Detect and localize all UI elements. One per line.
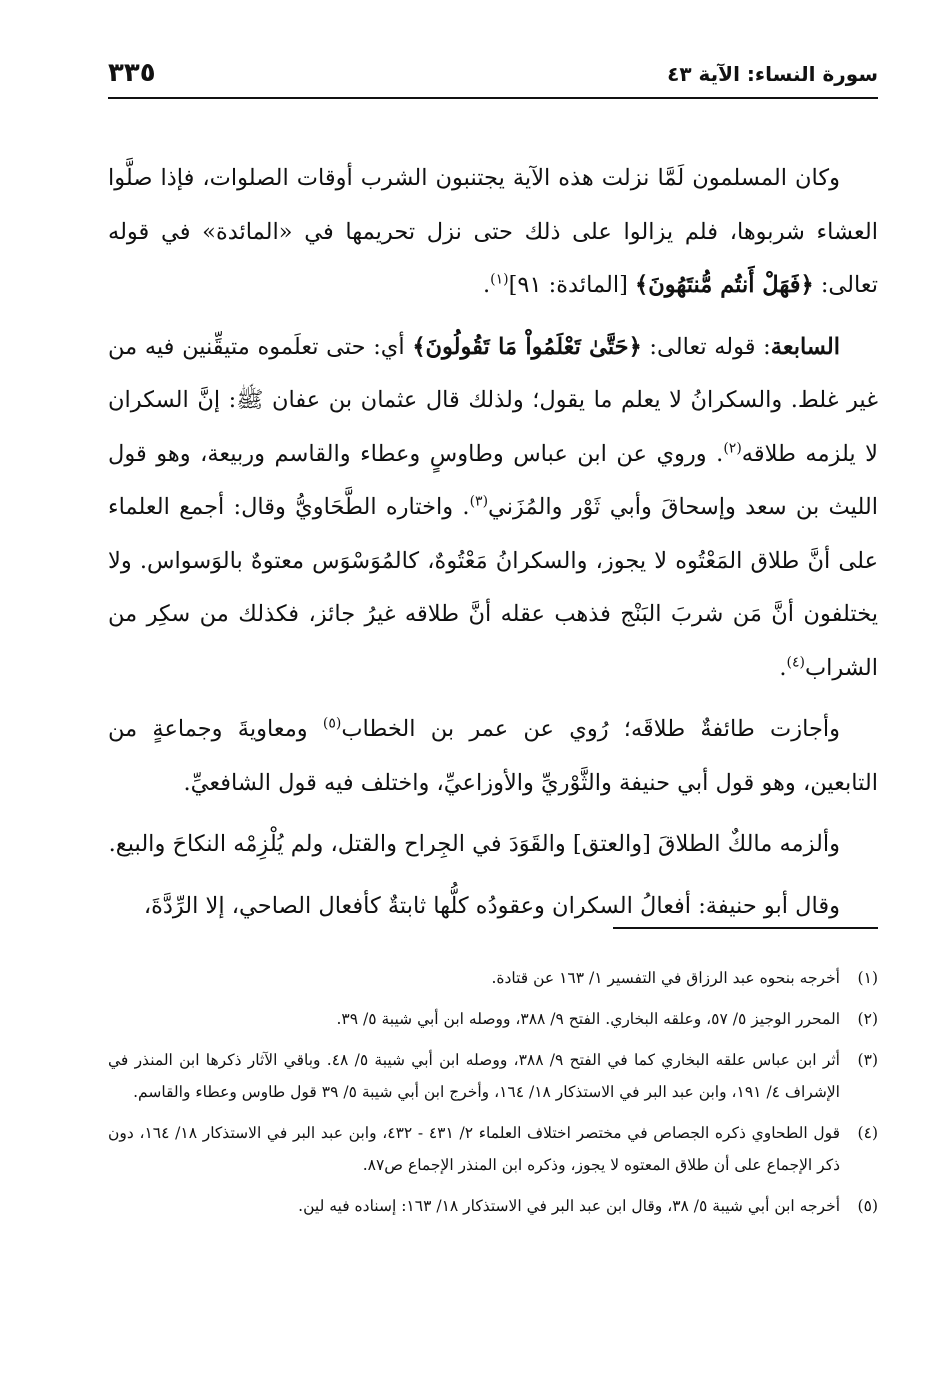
section-lead-word: السابعة	[770, 333, 840, 360]
text-run: .	[482, 272, 491, 298]
paragraph	[108, 321, 878, 696]
text-run: وقال أبو حنيفة: أفعالُ السكران وعقودُه كلُّها ثابتةٌ كأفعال الصاحي، إلا الرِّدَّةَ،	[143, 892, 840, 919]
footnote-ref: (٢)	[723, 440, 742, 456]
text-run: . وروي عن ابن عباس وطاوسٍ وعطاء والقاسم وربيعة، وهو قول الليث بن سعد وإسحاقَ وأبي ثَوْر والمُزَني	[108, 440, 878, 520]
text-run: .	[779, 654, 787, 681]
header-rule	[108, 97, 878, 99]
footnote-number: (٣)	[857, 1051, 878, 1069]
text-run: وألزمه مالكٌ الطلاقَ [والعتق] والقَوَدَ في الجِراح والقتل، ولم يُلْزِمْه النكاحَ والبيع.	[108, 831, 840, 857]
footnote-number: (٤)	[857, 1124, 878, 1142]
footnote-text: أخرجه ابن أبي شيبة ٥/ ٣٨، وقال ابن عبد البر في الاستذكار ١٨/ ١٦٣: إسناده فيه لين.	[298, 1197, 840, 1215]
footnotes-separator	[613, 927, 878, 929]
footnote-text: أخرجه بنحوه عبد الرزاق في التفسير ١/ ١٦٣ عن قتادة.	[491, 969, 840, 987]
verse-citation: [المائدة: ٩١]	[508, 272, 636, 298]
footnote-text: أثر ابن عباس علقه البخاري كما في الفتح ٩/ ٣٨٨، ووصله ابن أبي شيبة ٥/ ٤٨. وباقي الآثار ذكرها ابن المنذر في الإشراف ٤/ ١٩١، وابن عبد البر في الاستذكار ١٨/ ١٦٤، وأخرج ابن أبي شيبة ٥/ ٣٩ قول طاوس وعطاء والقاسم.	[108, 1051, 840, 1101]
running-head	[108, 50, 878, 94]
footnotes	[108, 962, 878, 1231]
paragraph	[108, 703, 878, 810]
footnote-text: قول الطحاوي ذكره الجصاص في مختصر اختلاف العلماء ٢/ ٤٣١ - ٤٣٢، وابن عبد البر في الاستذكار ١٨/ ١٦٤، دون ذكر الإجماع على أن طلاق المعتوه لا يجوز، وذكره ابن المنذر الإجماع ص٨٧.	[108, 1124, 841, 1174]
text-run: وأجازت طائفةٌ طلاقَه؛ رُوي عن عمر بن الخطاب	[341, 716, 840, 742]
book-page	[108, 50, 879, 1215]
footnote-number: (٥)	[857, 1197, 878, 1215]
text-run: : قوله تعالى:	[641, 333, 771, 360]
text-run: . واختاره الطَّحَاويُّ وقال: أجمع العلماء على أنَّ طلاق المَعْتُوه لا يجوز، والسكرانُ مَعْتُوهٌ، كالمُوَسْوَس معتوهٌ بالوَسواس. ولا يختلفون أنَّ مَن شربَ البَنْج فذهب عقله أنَّ طلاقه غيرُ جائز، فكذلك من سكِر من الشراب	[108, 494, 878, 681]
text-run: وكان المسلمون لَمَّا نزلت هذه الآية يجتنبون الشرب أوقات الصلوات، فإذا صلَّوا العشاء شربوها، فلم يزالوا على ذلك حتى نزل تحريمها في «المائدة» في قوله تعالى:	[108, 165, 878, 298]
footnote-ref: (٥)	[322, 715, 342, 732]
footnote	[108, 1117, 878, 1181]
footnote-ref: (٤)	[786, 654, 805, 670]
footnote	[108, 1003, 878, 1035]
surah-heading: سورة النساء: الآية ٤٣	[667, 62, 878, 86]
page-number: ٣٣٥	[108, 58, 156, 88]
footnote-ref: (١)	[490, 271, 509, 288]
main-text	[108, 152, 878, 941]
paragraph	[108, 152, 878, 313]
footnote-text: المحرر الوجيز ٥/ ٥٧، وعلقه البخاري. الفتح ٩/ ٣٨٨، ووصله ابن أبي شيبة ٥/ ٣٩.	[336, 1010, 840, 1028]
paragraph	[108, 818, 878, 872]
footnote	[108, 1190, 878, 1222]
quran-verse: ﴿حَتَّىٰ تَعْلَمُواْ مَا تَقُولُونَ﴾	[412, 333, 642, 360]
footnote-number: (٢)	[857, 1010, 878, 1028]
paragraph	[108, 880, 878, 934]
footnote	[108, 1044, 878, 1108]
text-run: أي: حتى تعلَموه متيقِّنين فيه من غير غلط. والسكرانُ لا يعلم ما يقول؛ ولذلك قال عثمان بن عفان ﷺ: إنَّ السكران لا يلزمه طلاقه	[108, 333, 879, 467]
text-run: ومعاويةَ وجماعةٍ من التابعين، وهو قول أبي حنيفة والثَّوْريِّ والأوزاعيِّ، واختلف فيه قول الشافعيِّ.	[108, 716, 878, 796]
quran-verse: ﴿فَهَلْ أَنتُم مُّنتَهُونَ﴾	[635, 272, 814, 298]
footnote-number: (١)	[857, 969, 878, 987]
footnote	[108, 962, 878, 994]
footnote-ref: (٣)	[469, 493, 489, 510]
